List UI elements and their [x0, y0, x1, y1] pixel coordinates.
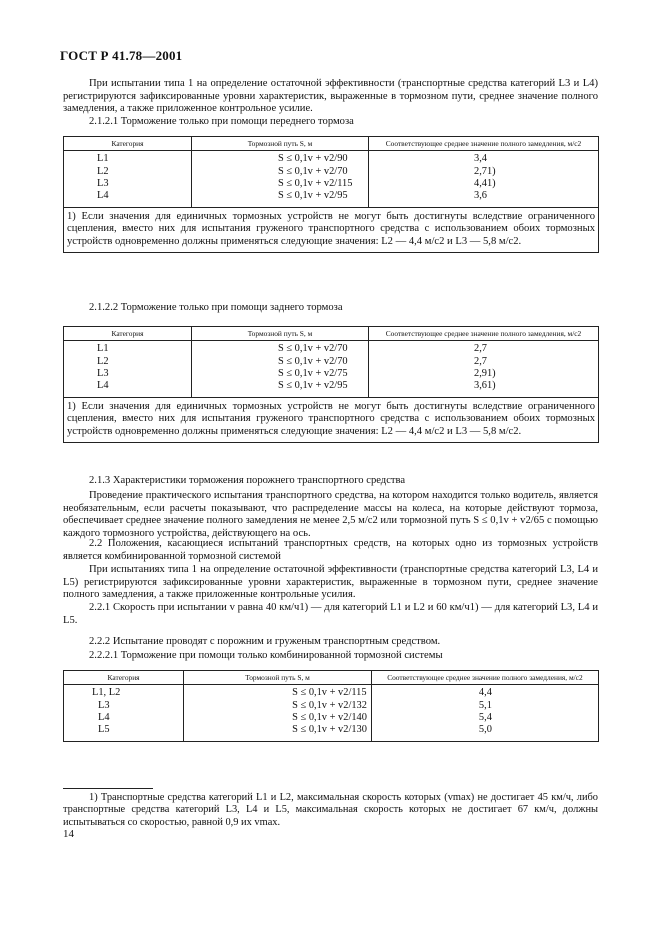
category: L2: [97, 355, 109, 367]
table-note: 1) Если значения для единичных тормозных устройств не могут быть достигнуты вследствие ограниченного сцепления, вместо них для испытания груженого транспортного средства с использованием обоих тормозных устройств одновременно должны применяться следующие значения: L2 — 4,4 м/с2 и L3 — 5,8 м/с2.: [64, 207, 599, 252]
formula: S ≤ 0,1v + v2/95: [278, 190, 348, 202]
table-header-row: [64, 137, 599, 151]
paragraph-22b: При испытаниях типа 1 на определение остаточной эффективности (транспортные средства категорий L3, L4 и L5) регистрируются зафиксированные уровни характеристик, выраженные в тормозном пути, среднее значение полного замедления, а также приложенные контрольные усилия.: [63, 564, 598, 601]
heading-2221: 2.2.2.1 Торможение при помощи только комбинированной тормозной системы: [89, 650, 443, 661]
deceleration-value: 5,0: [478, 724, 492, 736]
formula: S ≤ 0,1v + v2/95: [278, 380, 348, 392]
table-body-row: [64, 341, 599, 398]
document-header: ГОСТ Р 41.78—2001: [60, 48, 183, 63]
category: L1, L2: [92, 687, 121, 699]
formula: S ≤ 0,1v + v2/130: [292, 724, 367, 736]
formula: S ≤ 0,1v + v2/75: [278, 368, 348, 379]
column-header-deceleration: Соответствующее среднее значение полного замедления, м/с2: [369, 137, 599, 151]
deceleration-value: 2,7: [474, 343, 487, 355]
paragraph-empty-vehicle: Проведение практического испытания транспортного средства, на котором находится только водитель, является необязательным, если расчеты показывают, что распределение массы на колеса, на которые действуют тормоза, обеспечивает среднее значение полного замедления не менее 2,5 м/с2 или тормозной путь S ≤ 0,1v + v2/65 с помощью каждого тормозного устройства, действующего на ось.: [63, 490, 598, 539]
deceleration-value: 3,61): [474, 380, 496, 392]
table-front-brake: [63, 136, 599, 253]
deceleration-value: 3,6: [474, 190, 487, 202]
table-header-row: [64, 327, 599, 341]
value-cell: [371, 685, 598, 742]
table-header-row: [64, 671, 599, 685]
category: L2: [97, 165, 109, 177]
column-header-stopping-distance: Тормозной путь S, м: [192, 327, 369, 341]
table-note: 1) Если значения для единичных тормозных устройств не могут быть достигнуты вследствие ограниченного сцепления, вместо них для испытания груженого транспортного средства с использованием обоих тормозных устройств одновременно должны применяться следующие значения: L2 — 4,4 м/с2 и L3 — 5,8 м/с2.: [64, 397, 599, 442]
deceleration-value: 2,71): [474, 165, 496, 177]
category: L4: [97, 190, 109, 202]
deceleration-value: 3,4: [474, 153, 487, 165]
value-cell: [369, 341, 599, 398]
heading-2121: 2.1.2.1 Торможение только при помощи переднего тормоза: [89, 116, 354, 127]
category-cell: [64, 341, 192, 398]
category: L3: [98, 699, 110, 711]
paragraph-221: 2.2.1 Скорость при испытании v равна 40 км/ч1) — для категорий L1 и L2 и 60 км/ч1) — для категорий L3, L4 и L5.: [63, 602, 598, 626]
formula: S ≤ 0,1v + v2/115: [278, 178, 353, 189]
paragraph-22: 2.2 Положения, касающиеся испытаний транспортных средств, на которых одно из тормозных устройств является комбинированной тормозной системой: [63, 538, 598, 562]
formula: S ≤ 0,1v + v2/132: [292, 699, 367, 711]
value-cell: [369, 151, 599, 208]
category: L5: [98, 724, 110, 736]
category-cell: [64, 685, 184, 742]
deceleration-value: 4,41): [474, 178, 496, 189]
formula: S ≤ 0,1v + v2/140: [292, 712, 367, 723]
deceleration-value: 4,4: [478, 687, 492, 699]
heading-213: 2.1.3 Характеристики торможения порожнего транспортного средства: [89, 475, 406, 486]
category: L3: [97, 368, 109, 379]
column-header-deceleration: Соответствующее среднее значение полного замедления, м/с2: [369, 327, 599, 341]
category-cell: [64, 151, 192, 208]
category: L1: [97, 153, 109, 165]
formula: S ≤ 0,1v + v2/70: [278, 355, 348, 367]
formula: S ≤ 0,1v + v2/90: [278, 153, 348, 165]
table-combined-brake: [63, 670, 599, 742]
column-header-category: Категория: [64, 671, 184, 685]
table-note-row: [64, 207, 599, 252]
formula: S ≤ 0,1v + v2/70: [278, 165, 348, 177]
deceleration-value: 5,4: [478, 712, 492, 723]
category: L1: [97, 343, 109, 355]
formula: S ≤ 0,1v + v2/115: [292, 687, 367, 699]
table-body-row: [64, 685, 599, 742]
paragraph-222: 2.2.2 Испытание проводят с порожним и груженым транспортным средством.: [89, 636, 441, 647]
footnote-divider: [63, 788, 153, 789]
heading-2122: 2.1.2.2 Торможение только при помощи заднего тормоза: [89, 302, 343, 313]
column-header-stopping-distance: Тормозной путь S, м: [192, 137, 369, 151]
formula-cell: [184, 685, 372, 742]
column-header-category: Категория: [64, 137, 192, 151]
column-header-category: Категория: [64, 327, 192, 341]
column-header-stopping-distance: Тормозной путь S, м: [184, 671, 372, 685]
deceleration-value: 5,1: [478, 699, 492, 711]
page-number: 14: [63, 828, 74, 840]
column-header-deceleration: Соответствующее среднее значение полного замедления, м/с2: [371, 671, 598, 685]
deceleration-value: 2,7: [474, 355, 487, 367]
category: L3: [97, 178, 109, 189]
deceleration-value: 2,91): [474, 368, 496, 379]
table-note-row: [64, 397, 599, 442]
formula-cell: [192, 341, 369, 398]
category: L4: [98, 712, 110, 723]
paragraph-residual-efficiency: При испытании типа 1 на определение остаточной эффективности (транспортные средства категорий L3 и L4) регистрируются зафиксированные уровни характеристик, выраженные в тормозном пути, среднее значение полного замедления, а также приложенное контрольное усилие.: [63, 78, 598, 115]
category: L4: [97, 380, 109, 392]
formula-cell: [192, 151, 369, 208]
formula: S ≤ 0,1v + v2/70: [278, 343, 348, 355]
table-body-row: [64, 151, 599, 208]
footnote: 1) Транспортные средства категорий L1 и L2, максимальная скорость которых (vmax) не достигает 45 км/ч, либо транспортные средства категорий L3, L4 и L5, максимальная скорость которых не достигает 67 км/ч, должны испытываться со скоростью, равной 0,9 их vmax.: [63, 792, 598, 828]
table-rear-brake: [63, 326, 599, 443]
